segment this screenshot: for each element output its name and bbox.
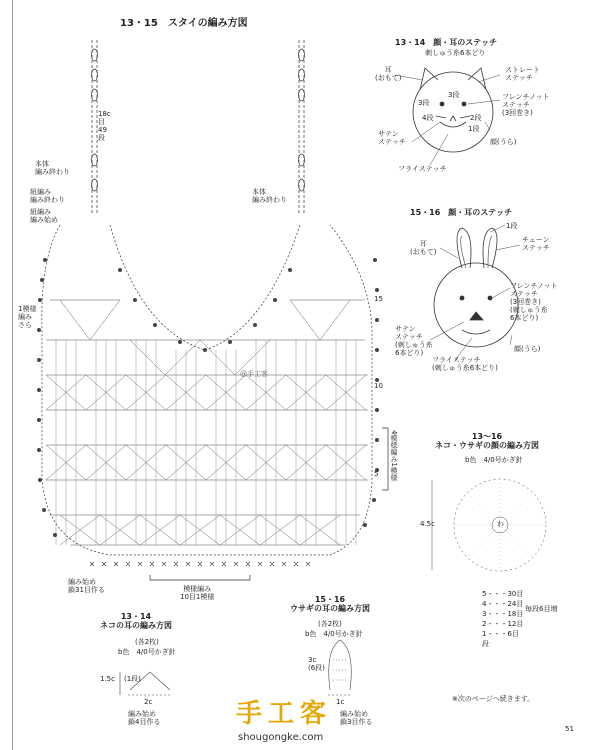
face-center-label: わ: [497, 520, 504, 528]
rabbit-ear-height: 3c (6段): [308, 656, 325, 673]
cat-ear-count: (各2枚): [135, 638, 159, 646]
face-chart-subtitle: b色 4/0号かぎ針: [465, 456, 523, 464]
row-marker-5: 5: [374, 470, 379, 478]
row-marker-15: 15: [374, 295, 383, 303]
cat-ear-row: (1段): [124, 675, 141, 683]
rabbit-ear-label: 耳 (おもて): [410, 240, 437, 257]
side-repeat-label: 1模様 編み さら: [18, 305, 37, 330]
body-end-right-label: 本体 編み終わり: [252, 188, 287, 205]
page-number: 51: [565, 725, 574, 733]
cat-stitch-subtitle: 刺しゅう糸6本どり: [425, 49, 486, 57]
face-row-3: 3・・・18目: [482, 610, 524, 618]
cat-row3-label: 3段: [448, 91, 460, 99]
face-increase-label: 毎段6目増: [525, 605, 558, 613]
cat-ear-width: 2c: [144, 698, 153, 706]
rabbit-ear-start: 編み始め 鎖3目作る: [340, 710, 373, 727]
rabbit-stitch-title: 15・16 顔・耳のステッチ: [410, 208, 513, 217]
cat-straight-label: ストレート ステッチ: [505, 66, 540, 83]
cat-row1-label: 1段: [468, 125, 480, 133]
cat-row4-label: 4段: [422, 114, 434, 122]
face-row-4: 4・・・24目: [482, 600, 524, 608]
cat-fly-label: フライステッチ: [398, 165, 447, 173]
row-marker-10: 10: [374, 382, 383, 390]
strap-count-label: 18c 目 49 段: [98, 110, 111, 143]
face-row-1: 1・・・6目: [482, 630, 519, 638]
cat-french-label: フレンチノット ステッチ (3回巻き): [502, 93, 550, 118]
watermark-text: 手工客: [236, 699, 333, 729]
cat-row2-label: 2段: [470, 114, 482, 122]
side-pattern-label: 4模様編み1模様: [390, 430, 399, 481]
rabbit-row1-label: 1段: [506, 222, 518, 230]
rabbit-chain-label: チェーン ステッチ: [522, 236, 550, 253]
face-size-label: 4.5c: [420, 520, 435, 528]
strap-start-label: 紐編み 編み始め: [30, 208, 58, 225]
cat-ear-yarn: b色 4/0号かぎ針: [118, 648, 176, 656]
face-row-2: 2・・・12目: [482, 620, 524, 628]
rabbit-french-label: フレンチノット ステッチ (3回巻き) (刺しゅう糸 6本どり): [510, 282, 558, 323]
rabbit-ear-title: 15・16 ウサギの耳の編み方図: [290, 595, 370, 614]
cat-row3b-label: 3段: [418, 99, 430, 107]
cat-stitch-title: 13・14 顔・耳のステッチ: [395, 38, 498, 47]
body-end-left-label: 本体 編み終わり: [35, 160, 70, 177]
strap-end-label: 紐編み 編み終わり: [30, 188, 65, 205]
pattern-repeat-label: 模様編み 10目1模様: [180, 585, 215, 602]
cat-ear-label: 耳 (おもて): [375, 66, 402, 83]
face-row-label: 段: [482, 640, 489, 648]
main-chart-title: 13・15 スタイの編み方図: [120, 18, 248, 29]
rabbit-satin-label: サテン ステッチ (刺しゅう糸 6本どり): [395, 325, 433, 358]
rabbit-ear-yarn: b色 4/0号かぎ針: [305, 630, 363, 638]
watermark-url: shougongke.com: [238, 732, 324, 743]
face-row-5: 5・・・30目: [482, 590, 524, 598]
cat-ear-height: 1.5c: [100, 675, 115, 683]
cat-ear-start: 編み始め 鎖4目作る: [128, 710, 161, 727]
rabbit-fly-label: フライステッチ (刺しゅう糸6本どり): [432, 356, 498, 373]
start-chain-label: 編み始め 鎖31目作る: [68, 578, 105, 595]
weibo-watermark: @手工客: [240, 370, 268, 378]
rabbit-ear-width: 1c: [336, 698, 345, 706]
face-chart-title: 13〜16 ネコ・ウサギの顔の編み方図: [435, 432, 539, 451]
cat-face-label: 顔(うら): [490, 138, 517, 146]
cat-ear-title: 13・14 ネコの耳の編み方図: [100, 612, 172, 631]
footer-note: ※次のページへ続きます。: [452, 695, 535, 703]
rabbit-ear-count: (各2枚): [318, 620, 342, 628]
rabbit-face-label: 顔(うら): [514, 345, 541, 353]
cat-satin-label: サテン ステッチ: [378, 130, 406, 147]
